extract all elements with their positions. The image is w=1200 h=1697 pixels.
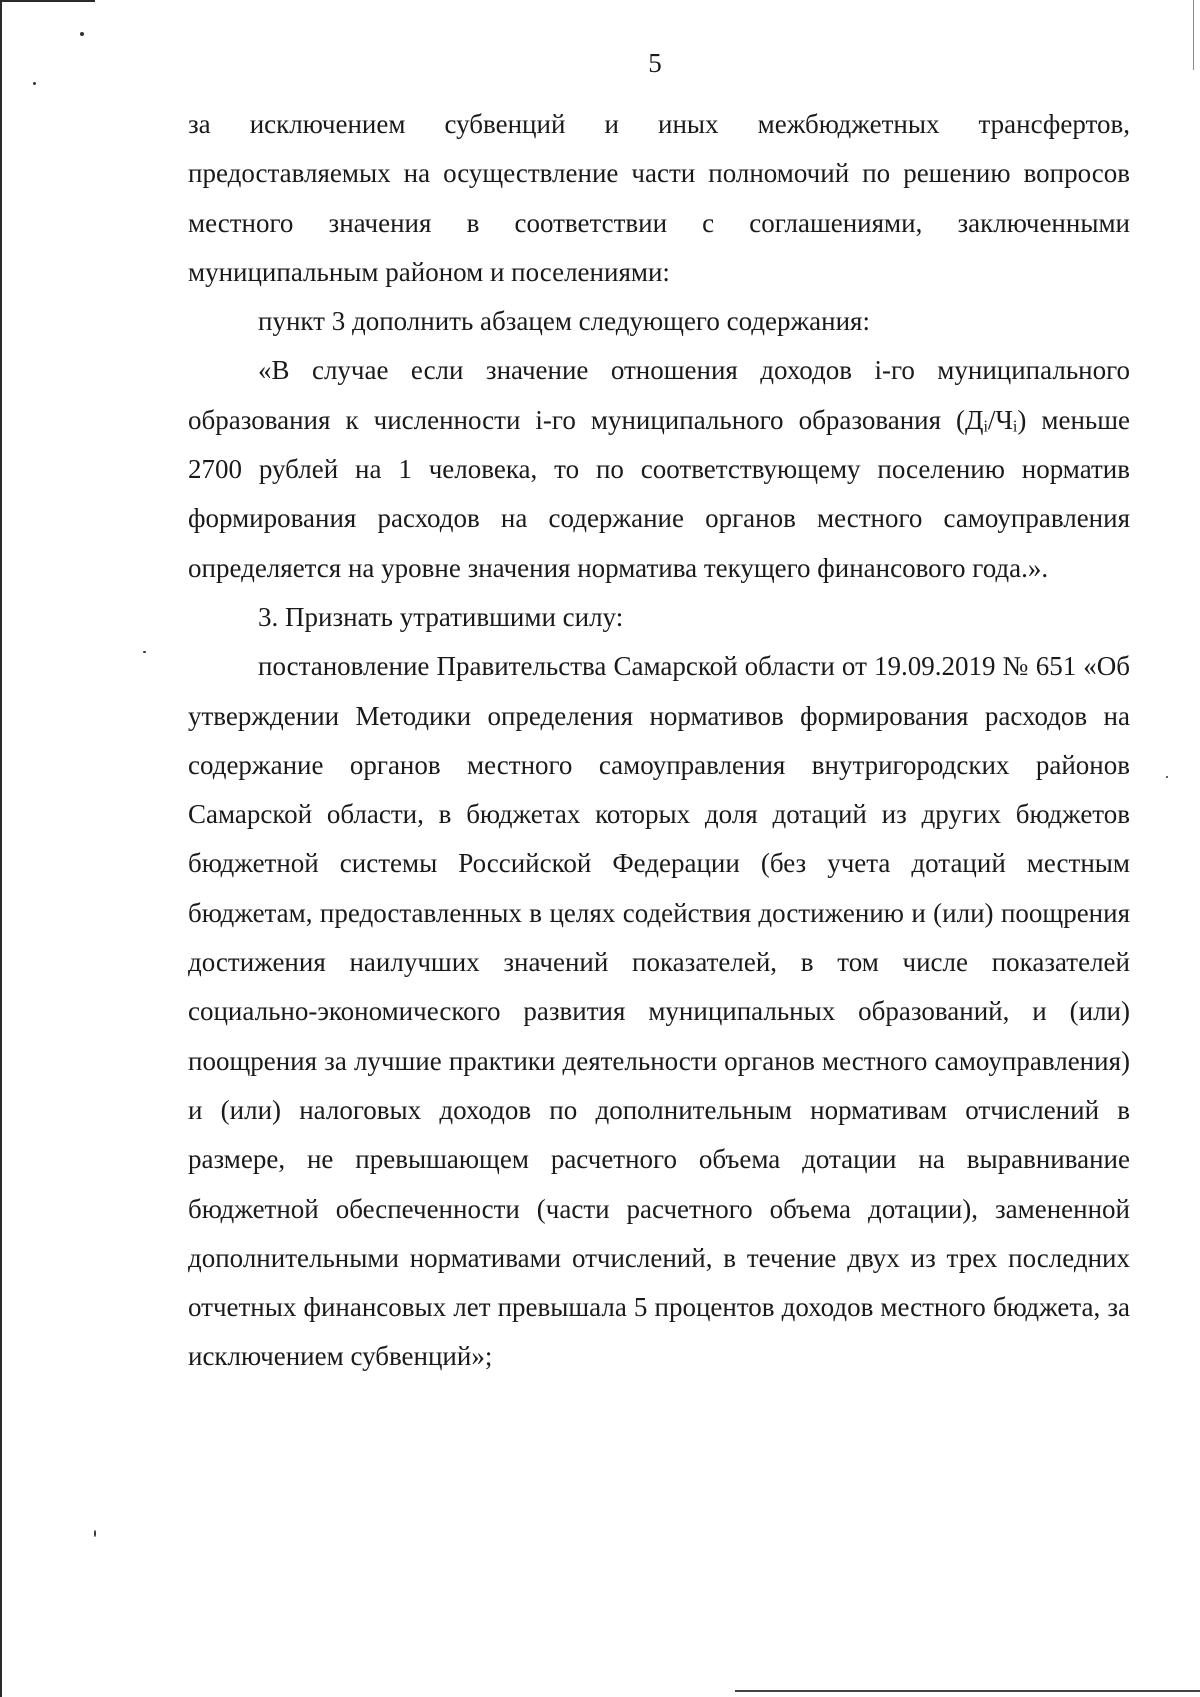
document-body	[188, 100, 1130, 1382]
scan-edge-top	[0, 0, 95, 2]
scan-speck	[94, 1530, 96, 1537]
paragraph-continuation: за исключением субвенций и иных межбюджетных трансфертов, предоставляемых на осуществление части полномочий по решению вопросов местного значения в соответствии с соглашениями, заключенными муниципальным районом и поселениями:	[188, 109, 1130, 287]
paragraph-quoted-rule: «В случае если значение отношения доходов i-го муниципального образования к численности i-го муниципального образования (Дᵢ/Чᵢ) меньше 2700 рублей на 1 человека, то по соответствующему поселению норматив формирования расходов на содержание органов местного самоуправления определяется на уровне значения норматива текущего финансового года.».	[188, 355, 1130, 583]
scan-speck	[80, 32, 84, 36]
scan-speck	[1166, 776, 1168, 778]
paragraph-repealed-resolution: постановление Правительства Самарской области от 19.09.2019 № 651 «Об утверждении Методики определения нормативов формирования расходов на содержание органов местного самоуправления внутригородских районов Самарской области, в бюджетах которых доля дотаций из других бюджетов бюджетной системы Российской Федерации (без учета дотаций местным бюджетам, предоставленных в целях содействия достижению и (или) поощрения достижения наилучших значений показателей, в том числе показателей социально-экономического развития муниципальных образований, и (или) поощрения за лучшие практики деятельности органов местного самоуправления) и (или) налоговых доходов по дополнительным нормативам отчислений в размере, не превышающем расчетного объема дотации на выравнивание бюджетной обеспеченности (части расчетного объема дотации), замененной дополнительными нормативами отчислений, в течение двух из трех последних отчетных финансовых лет превышала 5 процентов доходов местного бюджета, за исключением субвенций»;	[188, 651, 1130, 1372]
scan-speck	[33, 82, 36, 85]
paragraph-amend-point-3: пункт 3 дополнить абзацем следующего содержания:	[258, 306, 870, 337]
paragraph-section-3-heading: 3. Признать утратившими силу:	[258, 601, 624, 632]
scan-edge-bottom	[735, 1690, 1200, 1692]
scan-speck	[143, 651, 146, 653]
page-number: 5	[648, 48, 662, 78]
scan-edge-left	[0, 0, 2, 1697]
